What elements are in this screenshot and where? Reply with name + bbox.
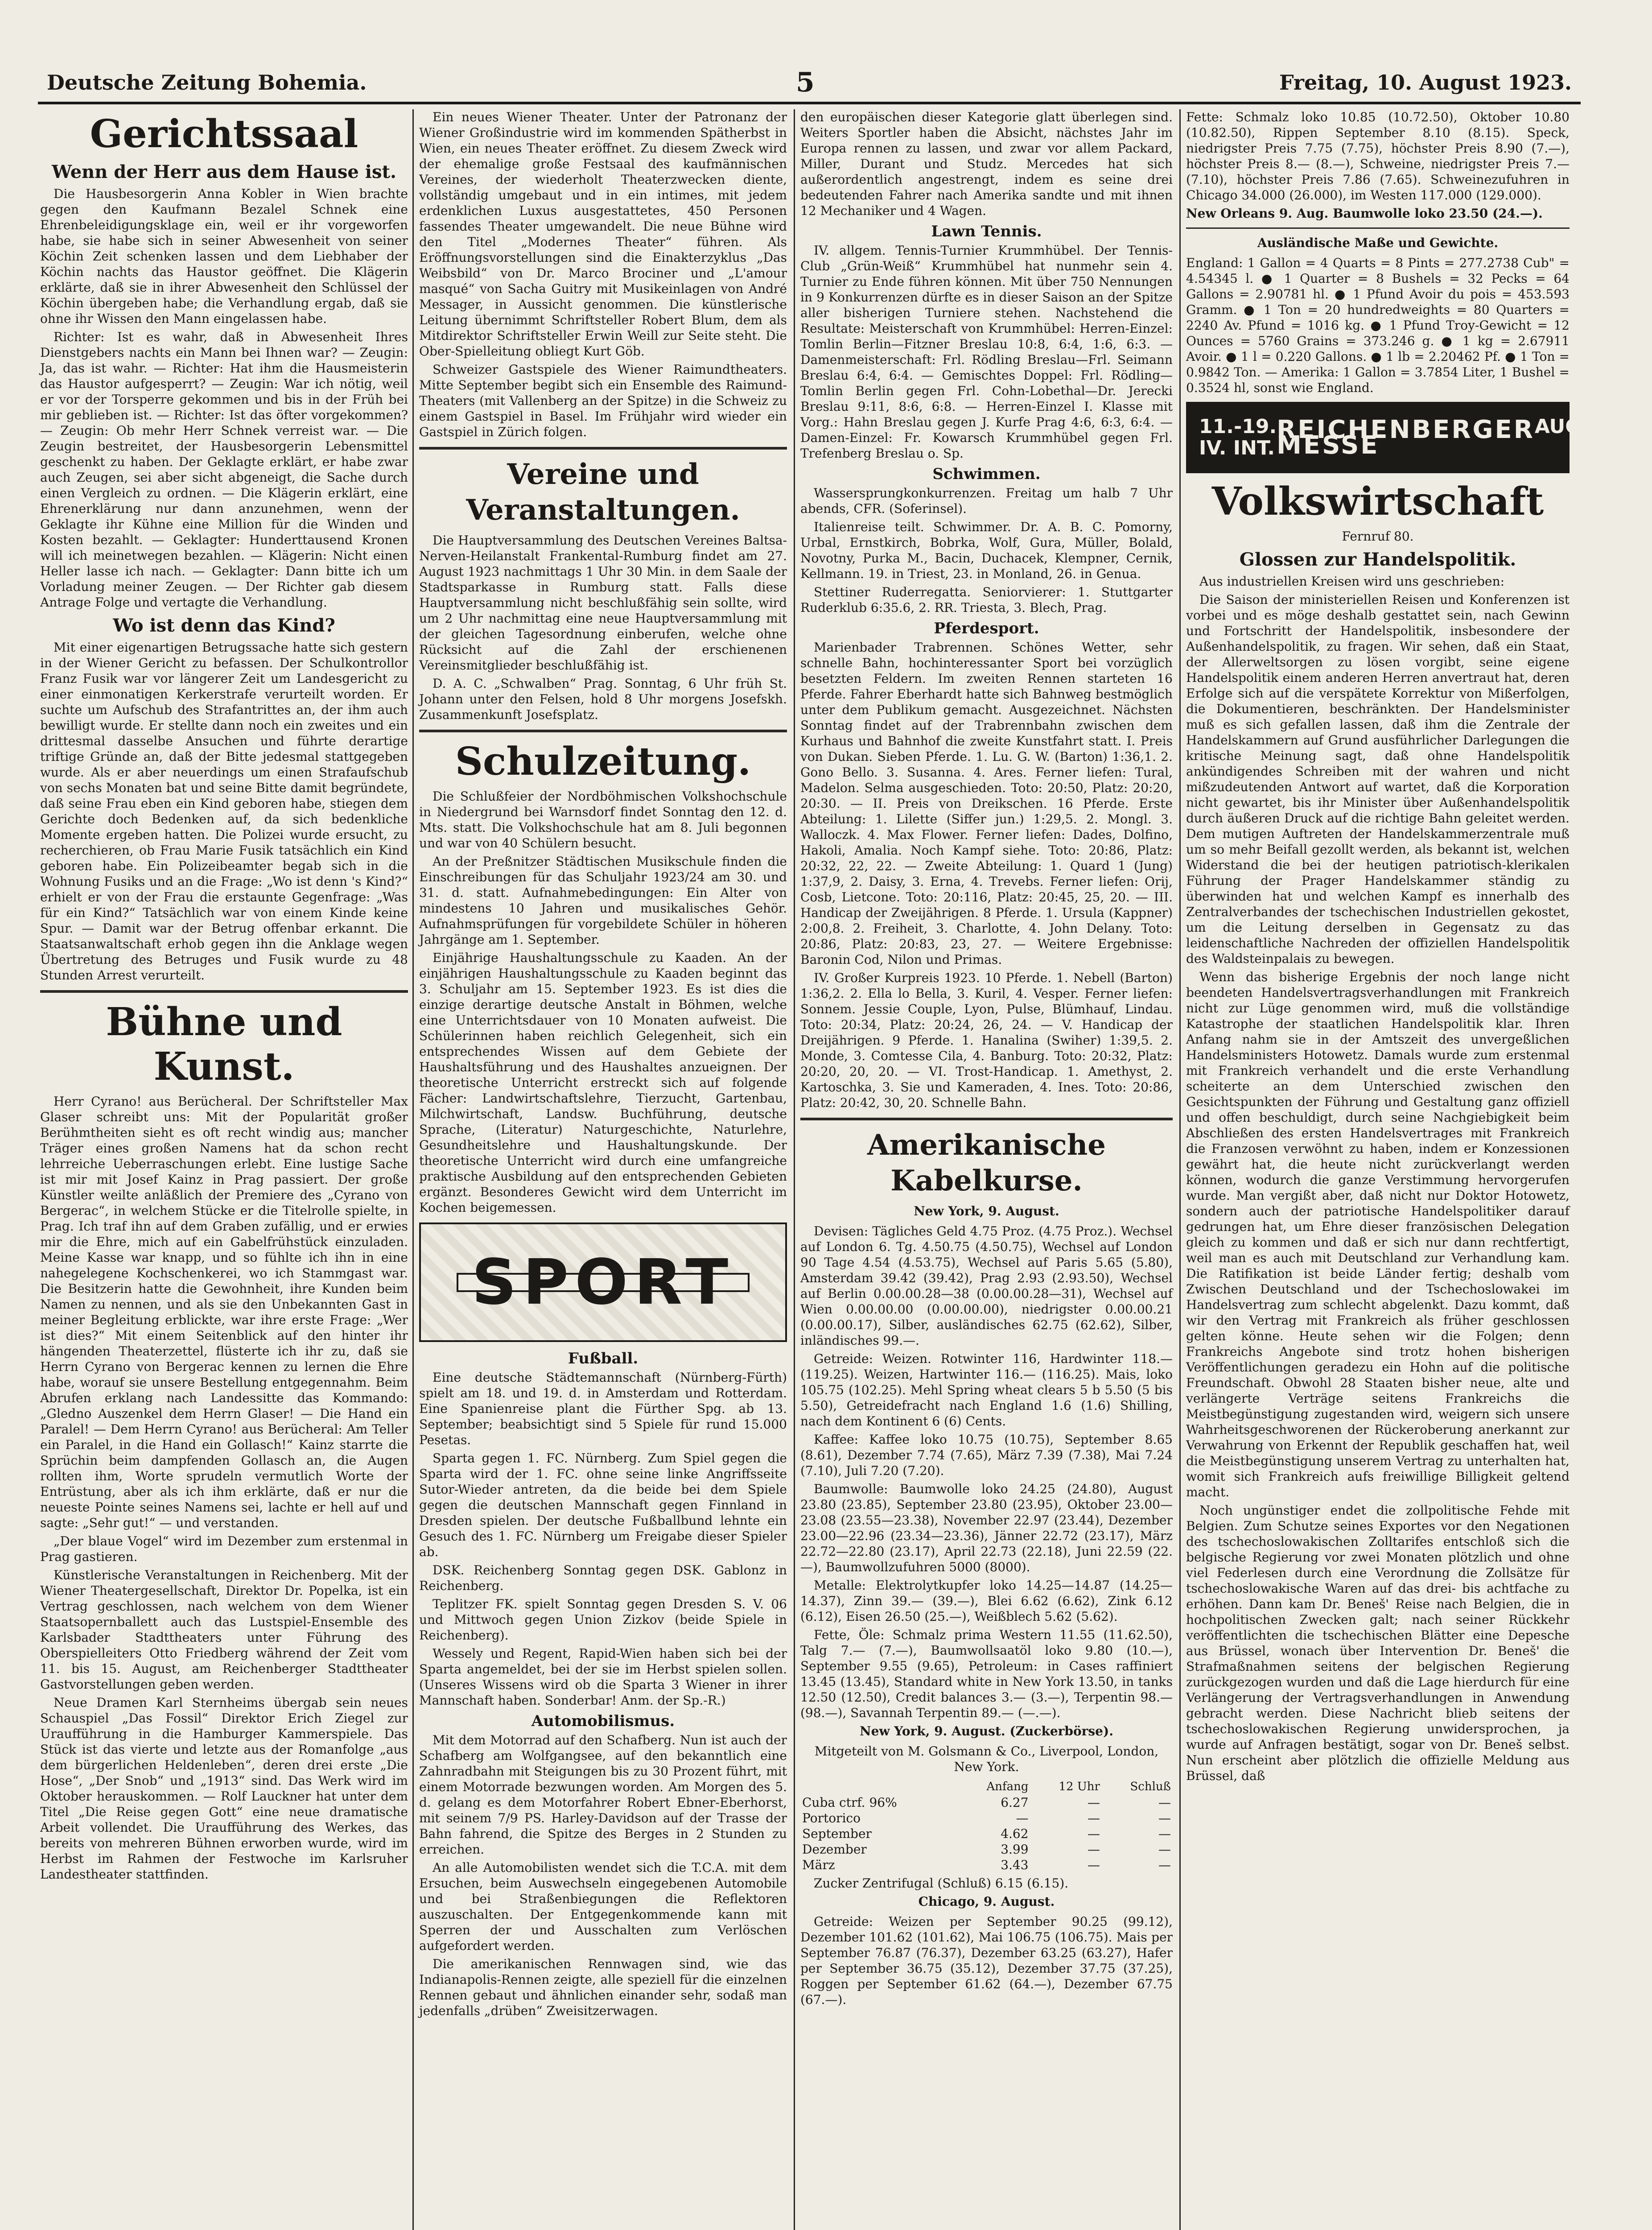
table-cell: — <box>1158 1795 1171 1810</box>
table-cell: Dezember <box>802 1842 867 1857</box>
column-3 <box>800 109 1173 2230</box>
article-title: Fußball. <box>568 1350 639 1367</box>
article-paragraph: Sparta gegen 1. FC. Nürnberg. Zum Spiel gegen die Sparta wird der 1. FC. ohne seine linke Angriffsseite Sutor-Wieder antreten, da die beide bei dem Spiele gegen die deutschen Mannschaft gegen Finnland in Dresden spielen. Der deutsche Fußballbund lehnte ein Gesuch des 1. FC. Nürnberg um Freigabe dieser Spieler ab. <box>419 1451 787 1559</box>
article-paragraph: Metalle: Elektrolytkupfer loko 14.25—14.87 (14.25—14.37), Zinn 39.— (39.—), Blei 6.62 (6.62), Zink 6.12 (6.12), Eisen 26.50 (25.—), Weißblech 5.62 (5.62). <box>800 1578 1173 1624</box>
page-number: 5 <box>796 67 815 98</box>
dateline: Chicago, 9. August. <box>918 1894 1055 1909</box>
dateline: New York, 9. August. (Zuckerbörse). <box>860 1724 1113 1739</box>
table-cell: Cuba ctrf. 96% <box>802 1795 897 1810</box>
section-heading-economy: Volkswirtschaft <box>1211 479 1544 524</box>
table-cell: — <box>1087 1842 1100 1857</box>
table-header-cell: Schluß <box>1130 1780 1171 1793</box>
section-divider <box>40 990 408 993</box>
section-heading-school: Schulzeitung. <box>455 739 751 784</box>
table-cell: — <box>1087 1795 1100 1810</box>
sugar-price-table <box>800 1779 1173 1873</box>
table-cell: 4.62 <box>1001 1826 1029 1841</box>
table-row <box>800 1857 1173 1873</box>
article-paragraph: „Der blaue Vogel“ wird im Dezember zum erstenmal in Prag gastieren. <box>40 1534 408 1564</box>
article-paragraph: Mit einer eigenartigen Betrugssache hatte sich gestern in der Wiener Gericht zu befassen. Der Schulkontrollor Franz Fusik war vor längerer Zeit um Landesgericht zu einer einmonatigen Kerkerstrafe verurteilt worden. Er suchte um Aufschub des Strafantrittes an, der ihm auch bewilligt wurde. Er stellte dann noch ein zweites und ein drittesmal dasselbe Ansuchen und führte derartige triftige Gründe an, daß der Bitte jedesmal stattgegeben wurde. Als er aber neuerdings um einen Strafaufschub von sechs Monaten bat und seine Bitte damit begründete, daß seine Frau eben ein Kind geboren habe, stiegen dem Gerichte doch Bedenken auf, da sich bedenkliche Momente ergeben hatten. Die Polizei wurde ersucht, zu recherchieren, ob Frau Marie Fusik tatsächlich ein Kind geboren habe. Ein Polizeibeamter begab sich in die Wohnung Fusiks und an die Frage: „Wo ist denn 's Kind?“ erhielt er von der Frau die erstaunte Gegenfrage: „Was für ein Kind?“ Tatsächlich war von einem Kinde keine Spur. — Damit war der Betrug offenbar erkannt. Die Staatsanwaltschaft erhob gegen ihn die Anklage wegen Übertretung des Betruges und Fusik wurde zu 48 Stunden Arrest verurteilt. <box>40 640 408 983</box>
article-paragraph: Neue Dramen Karl Sternheims übergab sein neues Schauspiel „Das Fossil“ Direktor Erich Ziegel zur Uraufführung in die Hamburger Kammerspiele. Das Stück ist das vierte und letzte aus der Romanfolge „aus dem bürgerlichen Heldenleben“, deren drei erste „Die Hose“, „Der Snob“ und „1913“ sind. Das Werk wird im Oktober herauskommen. — Rolf Lauckner hat unter dem Titel „Die Reise gegen Gott“ eine neue dramatische Arbeit vollendet. Die Uraufführung des Werkes, das bereits von mehreren Bühnen erworben wurde, wird im Herbst im Rahmen der Festwoche im Karlsruher Landestheater stattfinden. <box>40 1695 408 1882</box>
article-paragraph: den europäischen dieser Kategorie glatt überlegen sind. Weiters Sportler haben die Absicht, nächstes Jahr im Europa rennen zu lassen, und zwar vor allem Packard, Miller, Durant und Studz. Mercedes hat sich außerordentlich angestrengt, indem es seine drei bedeutenden Fahrer nach Amerika sandte und mit ihnen 12 Mechaniker und 4 Wagen. <box>800 110 1173 218</box>
article-paragraph: IV. allgem. Tennis-Turnier Krummhübel. Der Tennis-Club „Grün-Weiß“ Krummhübel hat nunmehr sein 4. Turnier zu Ende führen können. Mit über 750 Nennungen in 9 Konkurrenzen dürfte es in dieser Saison an der Spitze aller bisherigen Turniere stehen. Nachstehend die Resultate: Meisterschaft von Krummhübel: Herren-Einzel: Tomlin Berlin—Fitzner Breslau 10:8, 6:4, 1:6, 6:3. — Damenmeisterschaft: Frl. Rödling Breslau—Frl. Seimann Breslau 6:4, 6:4. — Gemischtes Doppel: Frl. Rödling—Tomlin Berlin gegen Frl. Cohn-Lobethal—Dr. Jerecki Breslau 9:11, 8:6, 6:8. — Herren-Einzel I. Klasse mit Vorg.: Hahn Breslau gegen J. Kurfe Prag 4:6, 6:3, 6:4. — Damen-Einzel: Fr. Kowarsch Krummhübel gegen Frl. Trefenberg Breslau o. Sp. <box>800 243 1173 461</box>
article-paragraph: Die Hauptversammlung des Deutschen Vereines Baltsa-Nerven-Heilanstalt Frankental-Rumburg findet am 27. August 1923 nachmittags 1 Uhr 30 Min. in dem Saale der Stadtsparkasse in Rumburg statt. Falls diese Hauptversammlung nicht beschlußfähig sein sollte, wird um 2 Uhr nachmittag eine neue Hauptversammlung mit der gleichen Tagesordnung einberufen, welche ohne Rücksicht auf die Zahl der erschienenen Vereinsmitglieder beschlußfähig ist. <box>419 533 787 673</box>
column-1 <box>40 109 408 2230</box>
article-title: Ausländische Maße und Gewichte. <box>1257 235 1499 250</box>
table-header-cell: Anfang <box>986 1780 1029 1793</box>
article-paragraph: Aus industriellen Kreisen wird uns geschrieben: <box>1199 574 1505 589</box>
article-paragraph: Zucker Zentrifugal (Schluß) 6.15 (6.15). <box>814 1876 1069 1891</box>
article-paragraph: An der Preßnitzer Städtischen Musikschule finden die Einschreibungen für das Schuljahr 1923/24 am 30. und 31. d. statt. Aufnahmebedingungen: Ein Alter von mindestens 10 Jahren und musikalisches Gehör. Aufnahmsprüfungen für vorgebildete Schüler in höheren Jahrgänge am 1. September. <box>419 854 787 947</box>
table-cell: — <box>1087 1858 1100 1872</box>
table-row <box>800 1826 1173 1842</box>
dateline: New York, 9. August. <box>914 1204 1059 1218</box>
masthead <box>38 67 1581 103</box>
article-paragraph: Fette: Schmalz loko 10.85 (10.72.50), Oktober 10.80 (10.82.50), Rippen September 8.10 (8.15). Speck, niedrigster Preis 7.75 (7.75), höchster Preis 8.90 (7.—), höchster Preis 8.— (8.—), Schweine, niedrigster Preis 7.— (7.10), höchster Preis 7.86 (7.65). Schweinezufuhren in Chicago 34.000 (26.000), im Westen 117.000 (129.000). <box>1186 110 1570 202</box>
article-paragraph: Baumwolle: Baumwolle loko 24.25 (24.80), August 23.80 (23.85), September 23.80 (23.95), Oktober 23.00—23.08 (23.55—23.38), November 22.97 (23.44), Dezember 23.00—22.96 (23.34—23.36), Jänner 22.72 (23.17), März 22.72—22.80 (23.17), April 22.73 (22.18), Juni 22.59 (22.—), Baumwollzufuhren 5000 (8000). <box>800 1482 1173 1574</box>
article-paragraph: IV. Großer Kurpreis 1923. 10 Pferde. 1. Nebell (Barton) 1:36,2. 2. Ella lo Bella, 3. Kuril, 4. Vesper. Ferner liefen: Sonnem. Jessie Couple, Lyon, Pulse, Blümhauf, Lindau. Toto: 20:34, Platz: 20:24, 26, 24. — V. Handicap der Dreijährigen. 9 Pferde. 1. Hanalina (Swiher) 1:39,5. 2. Monde, 3. Comtesse Cila, 4. Banburg. Toto: 20:32, Platz: 20:20, 20, 20. — VI. Trost-Handicap. 1. Amethyst, 2. Kartoschka, 3. Sie und Kameraden, 4. Ines. Toto: 20:86, Platz: 20:42, 30, 20. Schnelle Bahn. <box>800 970 1173 1110</box>
table-cell: 3.99 <box>1001 1842 1029 1857</box>
sport-banner-text: SPORT <box>457 1273 750 1292</box>
section-heading-clubs: Vereine und Veranstaltungen. <box>466 458 740 527</box>
column-4 <box>1186 109 1625 2230</box>
fair-advertisement <box>1186 402 1625 473</box>
table-row <box>800 1842 1173 1857</box>
article-paragraph: D. A. C. „Schwalben“ Prag. Sonntag, 6 Uhr früh St. Johann unter den Felsen, hold 8 Uhr morgens Josefskh. Zusammenkunft Josefsplatz. <box>419 676 787 722</box>
column-2 <box>419 109 787 2230</box>
section-divider <box>419 447 787 450</box>
table-cell: 3.43 <box>1001 1858 1029 1872</box>
table-cell: September <box>802 1826 872 1841</box>
masthead-rule <box>38 102 1581 104</box>
table-cell: — <box>1087 1811 1100 1825</box>
article-title: Pferdesport. <box>934 619 1039 637</box>
table-cell: 6.27 <box>1001 1795 1029 1810</box>
section-divider <box>1186 227 1570 229</box>
article-paragraph: Herr Cyrano! aus Berücheral. Der Schriftsteller Max Glaser schreibt uns: Mit der Popularität großer Berühmtheiten sieht es oft recht windig aus; mancher Träger eines großen Namens hat da schon recht lehrreiche Ueberraschungen erlebt. Eine lustige Sache ist mir mit Josef Kainz in Prag passiert. Der große Künstler weilte anläßlich der Premiere des „Cyrano von Bergerac“, in welchem Stücke er die Titelrolle spielte, in Prag. Ich traf ihn auf dem Graben zufällig, und er erwies mir die Ehre, mich auf ein Gabelfrühstück einzuladen. Meine Kasse war knapp, und so fühlte ich ihn in eine nahegelegene Kochschenkerei, wo ich Stammgast war. Die Besitzerin hatte die Gewohnheit, ihre Kunden beim Namen zu nennen, und als sie den Unbekannten Gast in meiner Begleitung erblickte, war ihre erste Frage: „Wer ist dies?“ Mit einem Seitenblick auf den hinter ihr hängenden Theaterzettel, flüsterte ich ihr zu, daß sie Herrn Cyrano von Bergerac kennen zu lernen die Ehre habe, worauf sie unsere Bestellung entgegennahm. Beim Abrufen erklang nach Landessitte das Kommando: „Gledno Auszenkel dem Herrn Glaser! — Die Hand ein Paralel! — Dem Herrn Cyrano! aus Berücheral: Am Teller ein Paralel, in die Hand ein Gollasch!“ Kainz starrte die Sprüchin beim dampfenden Gollasch an, die Augen rollten ihm, Worte sprudeln vermutlich Worte der Entrüstung, aber als ich ihm erklärte, daß er nur die neueste Pointe seines Namens sei, lachte er hell auf und sagte: „Sehr gut!“ — und verstanden. <box>40 1094 408 1530</box>
fair-dates: 11.-19. IV. INT. <box>1199 415 1277 459</box>
article-paragraph: Ein neues Wiener Theater. Unter der Patronanz der Wiener Großindustrie wird im kommenden Spätherbst in Wien, ein neues Theater eröffnet. Zu diesem Zweck wird der ehemalige große Festsaal des kaufmännischen Vereines, der wiederholt Theaterzwecken diente, vollständig umgebaut und in ein intimes, mit jedem erdenklichen Luxus ausgestattetes, 450 Personen fassendes Theater umgewandelt. Die neue Bühne wird den Titel „Modernes Theater“ führen. Als Eröffnungsvorstellungen sind die Einakterzyklus „Das Weibsbild“ von Dr. Marco Brociner und „L'amour masqué“ von Sacha Guitry mit Musikeinlagen von André Messager, in Aussicht genommen. Die künstlerische Leitung übernimmt Schriftsteller Robert Blum, dem als Mitdirektor Schriftsteller Erwin Weill zur Seite steht. Die Ober-Spielleitung obliegt Kurt Göb. <box>419 110 787 359</box>
article-paragraph: Kaffee: Kaffee loko 10.75 (10.75), September 8.65 (8.61), Dezember 7.74 (7.65), März 7.39 (7.38), Mai 7.24 (7.10), Juli 7.20 (7.20). <box>800 1432 1173 1478</box>
table-header-cell <box>800 1779 958 1795</box>
article-title: Automobilismus. <box>531 1712 675 1730</box>
sport-banner <box>419 1222 787 1342</box>
section-divider <box>419 730 787 732</box>
section-heading-stage: Bühne und Kunst. <box>106 999 342 1089</box>
fair-year: AUGUST 1923 <box>1534 415 1625 459</box>
article-paragraph: Devisen: Tägliches Geld 4.75 Proz. (4.75 Proz.). Wechsel auf London 6. Tg. 4.50.75 (4.50.75), Wechsel auf London 90 Tage 4.54 (4.53.75), Wechsel auf Paris 5.65 (5.80), Amsterdam 39.42 (39.42), Prag 2.93 (2.93.50), Wechsel auf Berlin 0.00.00.28—38 (0.00.00.28—31), Wechsel auf Wien 0.00.00.00 (0.00.00.00), niedrigster 0.00.00.21 (0.00.00.17), Silber, ausländisches 62.75 (62.62), Silber, inländisches 99.—. <box>800 1224 1173 1348</box>
article-title: Wenn der Herr aus dem Hause ist. <box>52 161 396 182</box>
table-cell: Portorico <box>802 1811 861 1825</box>
article-paragraph: Die Schlußfeier der Nordböhmischen Volkshochschule in Niedergrund bei Warnsdorf findet Sonntag den 12. d. Mts. statt. Die Volkshochschule hat am 8. Juli begonnen und war von 40 Schülern besucht. <box>419 789 787 851</box>
article-title: Schwimmen. <box>932 465 1041 483</box>
article-paragraph: An alle Automobilisten wendet sich die T.C.A. mit dem Ersuchen, beim Auswechseln eingegebenen Automobile und bei Straßenbiegungen die Reflektoren auszuschalten. Der Entgegenkommende kann mit Sperren der und Ausschalten zum Verlöschen aufgefordert werden. <box>419 1860 787 1953</box>
article-paragraph: Wenn das bisherige Ergebnis der noch lange nicht beendeten Handelsvertragsverhandlungen mit Frankreich nicht zur Lüge genommen wird, muß die vollständige Katastrophe der staatlichen Handelspolitik klar. Ihren Anfang nahm sie in der Amtszeit des unvergeßlichen Handelsministers Hotowetz. Damals wurde zum erstenmal mit Frankreich verhandelt und die erste Verhandlung scheiterte an dem Unterschied zwischen den Gesichtspunkten der Führung und Gestaltung ganz offiziell und offen beschuldigt, durch seine Nachgiebigkeit beim Abschließen des ersten Handelsvertrages mit Frankreich die Franzosen verwöhnt zu haben, indem er Konzessionen gewährt hat, die heute nicht zurückverlangt werden können, wodurch die ganze Verstimmung hervorgerufen wurde. Man vergißt aber, daß nicht nur Doktor Hotowetz, sondern auch der patriotische Handelspolitiker darauf gedrungen hat, um Ehre dieser französischen Delegation gleich zu kommen und daß er sich nur dann rechtfertigt, weil man es auch mit Deutschland zur Verhandlung kam. Die Ratifikation ist beide Länder fertig; deshalb vom Zwischen Deutschland und der Tschechoslowakei im Handelsvertrag zum schlecht abgelenkt. Dazu kommt, daß wir den Vertrag mit Frankreich als früher geschlossen gelten könne. Heute sehen wir die Folgen; denn Frankreichs Angebote sind trotz hohen bisherigen Veröffentlichungen geradezu ein Hohn auf die politische Freundschaft. Obwohl 28 Staaten bisher neue, alte und verlängerte Verträge seitens Frankreichs die Meistbegünstigung zugestanden wird, weigern sich unsere Wahrheitsgeschworenen der Rückeroberung anerkannt zur Verwahrung von Erkennt der Republik geschaffen hat, weil die Meistbegünstigung unserem Vertrag zu unterhalten hat, womit sich Frankreich aufs freiwillige Billigkeit geltend macht. <box>1186 970 1570 1499</box>
article-paragraph: Stettiner Ruderregatta. Seniorvierer: 1. Stuttgarter Ruderklub 6:35.6, 2. RR. Triesta, 3. Blech, Prag. <box>800 585 1173 615</box>
article-title: Glossen zur Handelspolitik. <box>1239 549 1516 570</box>
column-rule <box>412 109 414 2230</box>
article-paragraph: Marienbader Trabrennen. Schönes Wetter, sehr schnelle Bahn, hochinteressanter Sport bei vorzüglich besetzten Feldern. Im zweiten Rennen starteten 16 Pferde. Fahrer Eberhardt hatte sich Bahnweg bestmöglich unter dem Publikum gemacht. Ausgezeichnet. Nächsten Sonntag findet auf der Trabrennbahn zwischen dem Kurhaus und Bahnhof die zweite Kunstfahrt statt. I. Preis von Dukan. Sieben Pferde. 1. Lu. G. W. (Barton) 1:36,1. 2. Gono Bello. 3. Susanna. 4. Ares. Ferner liefen: Tural, Madelon. Selma ausgeschieden. Toto: 20:50, Platz: 20:20, 20:30. — II. Preis von Dreikschen. 16 Pferde. Erste Abteilung: 1. Lilette (Siffer jun.) 1:29,5. 2. Mongl. 3. Walloczk. 4. Max Flower. Ferner liefen: Dades, Dolfino, Hakoli, Amalia. Noch Kampf siehe. Toto: 20:86, Platz: 20:32, 22, 22. — Zweite Abteilung: 1. Quard 1 (Jung) 1:37,9, 2. Daisy, 3. Erna, 4. Trevebs. Ferner liefen: Orij, Cosb, Lietcone. Toto: 20:116, Platz: 20:45, 25, 20. — III. Handicap der Zweijährigen. 8 Pferde. 1. Ursula (Kappner) 2:00,8. 2. Freiheit, 3. Charlotte, 4. John Delany. Toto: 20:86, Platz: 20:83, 23, 27. — Weitere Ergebnisse: Baronin Cod, Nilon und Primas. <box>800 640 1173 967</box>
table-cell: — <box>1158 1858 1171 1872</box>
article-paragraph: Teplitzer FK. spielt Sonntag gegen Dresden S. V. 06 und Mittwoch gegen Union Zizkov (beide Spiele in Reichenberg). <box>419 1597 787 1643</box>
newspaper-name: Deutsche Zeitung Bohemia. <box>47 70 367 95</box>
phone-number: Fernruf 80. <box>1342 529 1414 544</box>
article-paragraph: Die Saison der ministeriellen Reisen und Konferenzen ist vorbei und es möge deshalb gestattet sein, nach Gewinn und Fortschritt der Handelspolitik, insbesondere der Außenhandelspolitik, zu fragen. Wir sehen, daß ein Staat, der Allerweltsorgen zu lösen vorgibt, seine eigene Handelspolitik einem anderen Herren anvertraut hat, deren Erfolge sich auf die verspätete Korrektur von Mißerfolgen, die Dokumentieren, beschränkten. Der Handelsminister muß es sich gefallen lassen, daß ihm die Zentrale der Handelskammern auf Grund ausführlicher Darlegungen die kritische Meinung sagt, daß ohne Handelspolitik ankündigendes Schreiben mit der wahren und nicht mißzudeutenden Antwort auf wartet, daß die Korporation nicht gewartet, bis ihr Minister über Außenhandelspolitik durch äußeren Druck auf die richtige Bahn geleitet werden. Dem mutigen Auftreten der Handelskammerzentrale muß um so mehr Beifall gezollt werden, als bekannt ist, welchen Widerstand die bei der heutigen patriotisch-klerikalen Führung der Prager Handelskammer ständig zu überwinden hat und welchen Kampf es innerhalb des Zentralverbandes der tschechischen Industriellen gekostet, um die Leitung derselben in Gegensatz zu das leidenschaftliche Nachreden der offiziellen Handelspolitik des Waldsteinpalais zu bewegen. <box>1186 592 1570 966</box>
fair-title: REICHENBERGER MESSE <box>1277 415 1535 460</box>
article-paragraph: Eine deutsche Städtemannschaft (Nürnberg-Fürth) spielt am 18. und 19. d. in Amsterdam und Rotterdam. Eine Spanienreise plant die Fürther Spg. ab 13. September; beabsichtigt sind 5 Spiele für rund 15.000 Pesetas. <box>419 1370 787 1447</box>
table-row <box>800 1795 1173 1810</box>
article-paragraph: Schweizer Gastspiele des Wiener Raimundtheaters. Mitte September begibt sich ein Ensemble des Raimund-Theaters (mit Vallenberg an der Spitze) in die Schweiz zu einem Gastspiel in Basel. Im Frühjahr wird wieder ein Gastspiel in Zürich folgen. <box>419 362 787 439</box>
article-paragraph: Getreide: Weizen. Rotwinter 116, Hardwinter 118.— (119.25). Weizen, Hartwinter 116.— (116.25). Mais, loko 105.75 (102.25). Mehl Spring wheat clears 5 b 5.50 (5 bis 5.50), Getreidefracht nach England 1.6 (1.6) Shilling, nach dem Kontinent 6 (6) Cents. <box>800 1351 1173 1429</box>
article-paragraph: Die Hausbesorgerin Anna Kobler in Wien brachte gegen den Kaufmann Bezalel Schnek eine Ehrenbeleidigungsklage ein, weil er ihr vorgeworfen habe, sie habe sich in seiner Abwesenheit von seiner Köchin Zeit schenken lassen und dem Liebhaber der Köchin nachts das Haustor geöffnet. Die Klägerin erklärte, daß sie in ihrer Abwesenheit den Schlüssel der Köchin übergeben habe; die Verhandlung ergab, daß sie ohne ihr Wissen den Mann eingelassen habe. <box>40 186 408 326</box>
column-rule <box>1179 109 1181 2230</box>
article-paragraph: Getreide: Weizen per September 90.25 (99.12), Dezember 101.62 (101.62), Mai 106.75 (106.75). Mais per September 76.87 (76.37), Dezember 63.25 (63.27), Hafer per September 36.75 (35.12), Dezember 37.75 (37.25), Roggen per September 61.62 (64.—), Dezember 67.75 (67.—). <box>800 1914 1173 2007</box>
section-heading-cable: Amerikanische Kabelkurse. <box>867 1128 1106 1198</box>
article-paragraph: Künstlerische Veranstaltungen in Reichenberg. Mit der Wiener Theatergesellschaft, Direktor Dr. Popelka, ist ein Vertrag geschlossen, nach welchem von dem Wiener Staatsopernballett auch das Lustspiel-Ensemble des Karlsbader Stadttheaters unter Führung des Oberspielleiters Otto Friedberg während der Zeit vom 11. bis 15. August, am Reichenberger Stadttheater Gastvorstellungen geben werden. <box>40 1568 408 1692</box>
article-paragraph: Die amerikanischen Rennwagen sind, wie das Indianapolis-Rennen zeigte, alle speziell für die einzelnen Rennen gebaut und ähnlichen einander sehr, sodaß man jedenfalls „drüben“ Zweisitzerwagen. <box>419 1957 787 2018</box>
table-header-row <box>800 1779 1173 1795</box>
section-divider <box>800 1118 1173 1120</box>
article-paragraph: New Orleans 9. Aug. Baumwolle loko 23.50 (24.—). <box>1186 206 1543 221</box>
source-note: Mitgeteilt von M. Golsmann & Co., Liverpool, London, New York. <box>814 1744 1159 1774</box>
section-heading-court: Gerichtssaal <box>90 112 358 157</box>
article-title: Wo ist denn das Kind? <box>113 615 335 636</box>
article-title: Lawn Tennis. <box>931 223 1042 240</box>
table-row <box>800 1810 1173 1826</box>
table-cell: — <box>1158 1826 1171 1841</box>
article-paragraph: England: 1 Gallon = 4 Quarts = 8 Pints = 277.2738 Cub" = 4.54345 l. ● 1 Quarter = 8 Bushels = 32 Pecks = 64 Gallons = 2.90781 hl. ● 1 Pfund Avoir du pois = 453.593 Gramm. ● 1 Ton = 20 hundredweights = 80 Quarters = 2240 Av. Pfund = 1016 kg. ● 1 Pfund Troy-Gewicht = 12 Ounces = 5760 Grains = 373.246 g. ● 1 kg = 2.67911 Avoir. ● 1 l = 0.220 Gallons. ● 1 lb = 2.20462 Pf. ● 1 Ton = 0.9842 Ton. — Amerika: 1 Gallon = 3.7854 Liter, 1 Bushel = 0.3524 hl, sonst wie England. <box>1186 256 1570 395</box>
table-cell: — <box>1016 1811 1029 1825</box>
table-header-cell: 12 Uhr <box>1059 1780 1100 1793</box>
table-cell: März <box>802 1858 835 1872</box>
article-paragraph: Italienreise teilt. Schwimmer. Dr. A. B. C. Pomorny, Urbal, Ernstkirch, Bobrka, Wolf, Gura, Müller, Bolald, Novotny, Purka M., Bacin, Duchacek, Klempner, Cernik, Kellmann. 19. in Triest, 23. in Monland, 26. in Genua. <box>800 520 1173 581</box>
column-rule <box>794 109 795 2230</box>
issue-date: Freitag, 10. August 1923. <box>1279 70 1572 95</box>
table-cell: — <box>1087 1826 1100 1841</box>
article-paragraph: DSK. Reichenberg Sonntag gegen DSK. Gablonz in Reichenberg. <box>419 1563 787 1593</box>
article-paragraph: Einjährige Haushaltungsschule zu Kaaden. An der einjährigen Haushaltungsschule zu Kaaden beginnt das 3. Schuljahr am 15. September 1923. Es ist dies die einzige derartige deutsche Anstalt in Böhmen, welche eine Unterrichtsdauer von 10 Monaten aufweist. Die Schülerinnen haben reichlich Gelegenheit, sich ein entsprechendes Wissen auf dem Gebiete der Haushaltsführung und des Haushaltes anzueignen. Der theoretische Unterricht erstreckt sich auf folgende Fächer: Landwirtschaftslehre, Tierzucht, Gartenbau, Milchwirtschaft, Landsw. Buchführung, deutsche Sprache, (Literatur) Naturgeschichte, Naturlehre, Gesundheitslehre und Haushaltungskunde. Der theoretische Unterricht wird durch eine umfangreiche praktische Ausbildung auf den entsprechenden Gebieten ergänzt. Besonderes Gewicht wird dem Unterricht im Kochen beigemessen. <box>419 950 787 1215</box>
article-paragraph: Fette, Öle: Schmalz prima Western 11.55 (11.62.50), Talg 7.— (7.—), Baumwollsaatöl loko 9.80 (10.—), September 9.55 (9.65), Petroleum: in Cases raffiniert 13.45 (13.45), Standard white in New York 13.50, in tanks 12.50 (12.50), Credit balances 3.— (3.—), Terpentin 98.— (98.—), Savannah Terpentin 89.— (—.—). <box>800 1627 1173 1720</box>
article-paragraph: Wessely und Regent, Rapid-Wien haben sich bei der Sparta angemeldet, bei der sie im Herbst spielen sollen. (Unseres Wissens wird ob die Sparta 3 Wiener in ihrer Mannschaft haben. Sonderbar! Anm. der Sp.-R.) <box>419 1646 787 1708</box>
article-paragraph: Mit dem Motorrad auf den Schafberg. Nun ist auch der Schafberg am Wolfgangsee, auf den bekanntlich eine Zahnradbahn mit Steigungen bis zu 30 Prozent führt, mit einem Motorrade bezwungen worden. Am Morgen des 5. d. gelang es dem Motorfahrer Robert Ebner-Eberhorst, mit seinem 7/9 PS. Harley-Davidson auf der Trasse der Bahn fahrend, die Spitze des Berges in 2 Stunden zu erreichen. <box>419 1733 787 1857</box>
table-cell: — <box>1158 1842 1171 1857</box>
article-paragraph: Noch ungünstiger endet die zollpolitische Fehde mit Belgien. Zum Schutze seines Exportes vor den Negationen des tschechoslowakischen Zolltarifes entschloß sich die belgische Regierung vor zwei Monaten plötzlich und ohne viel Federlesen durch eine Verordnung die Zollsätze für tschechoslowakische Waren auf das drei- bis achtfache zu erhöhen. Dann kam Dr. Beneš' Reise nach Belgien, die in hochpolitischen Zwecken galt; nach seiner Rückkehr veröffentlichten die tschechischen Blätter eine Depesche aus Brüssel, wonach über Intervention Dr. Beneš' die Strafmaßnahmen seitens der belgischen Regierung zurückgezogen wurden und daß die Lage hierdurch für eine Verlängerung der Vertragsverhandlungen in Anwendung gebracht werden. Diese Nachricht blieb seitens der tschechoslowakischen Regierung unwidersprochen, ja wurde auf Anfragen bestätigt, sogar von Dr. Beneš selbst. Nun erscheint aber plötzlich die offizielle Meldung aus Brüssel, daß <box>1186 1503 1570 1783</box>
table-cell: — <box>1158 1811 1171 1825</box>
article-paragraph: Richter: Ist es wahr, daß in Abwesenheit Ihres Dienstgebers nachts ein Mann bei Ihnen war? — Zeugin: Ja, das ist wahr. — Richter: Hat ihm die Hausmeisterin das Haustor aufgesperrt? — Zeugin: War ich nötig, weil er vor der Torsperre gekommen und bis in der Früh bei mir geblieben ist. — Richter: Ist das öfter vorgekommen? — Zeugin: Ob mehr Herr Schnek verreist war. — Die Zeugin bestreitet, der Hausbesorgerin Lebensmittel geschenkt zu haben. Der Geklagte erklärt, er habe zwar auch Zeugen, sei aber sicht abgeneigt, die Sache durch einen Vergleich zu ordnen. — Die Klägerin erklärt, eine Ehrenerklärung nur dann anzunehmen, wenn der Geklagte ihr Kühne eine Million für die Winden und Kosten bezahlt. — Geklagter: Hunderttausend Kronen will ich meinetwegen bezahlen. — Klägerin: Nicht einen Heller lasse ich nach. — Geklagter: Dann bitte ich um Vorladung meiner Zeugen. — Der Richter gab diesem Antrage Folge und vertagte die Verhandlung. <box>40 330 408 610</box>
article-paragraph: Wassersprungkonkurrenzen. Freitag um halb 7 Uhr abends, CFR. (Soferinsel). <box>800 486 1173 516</box>
